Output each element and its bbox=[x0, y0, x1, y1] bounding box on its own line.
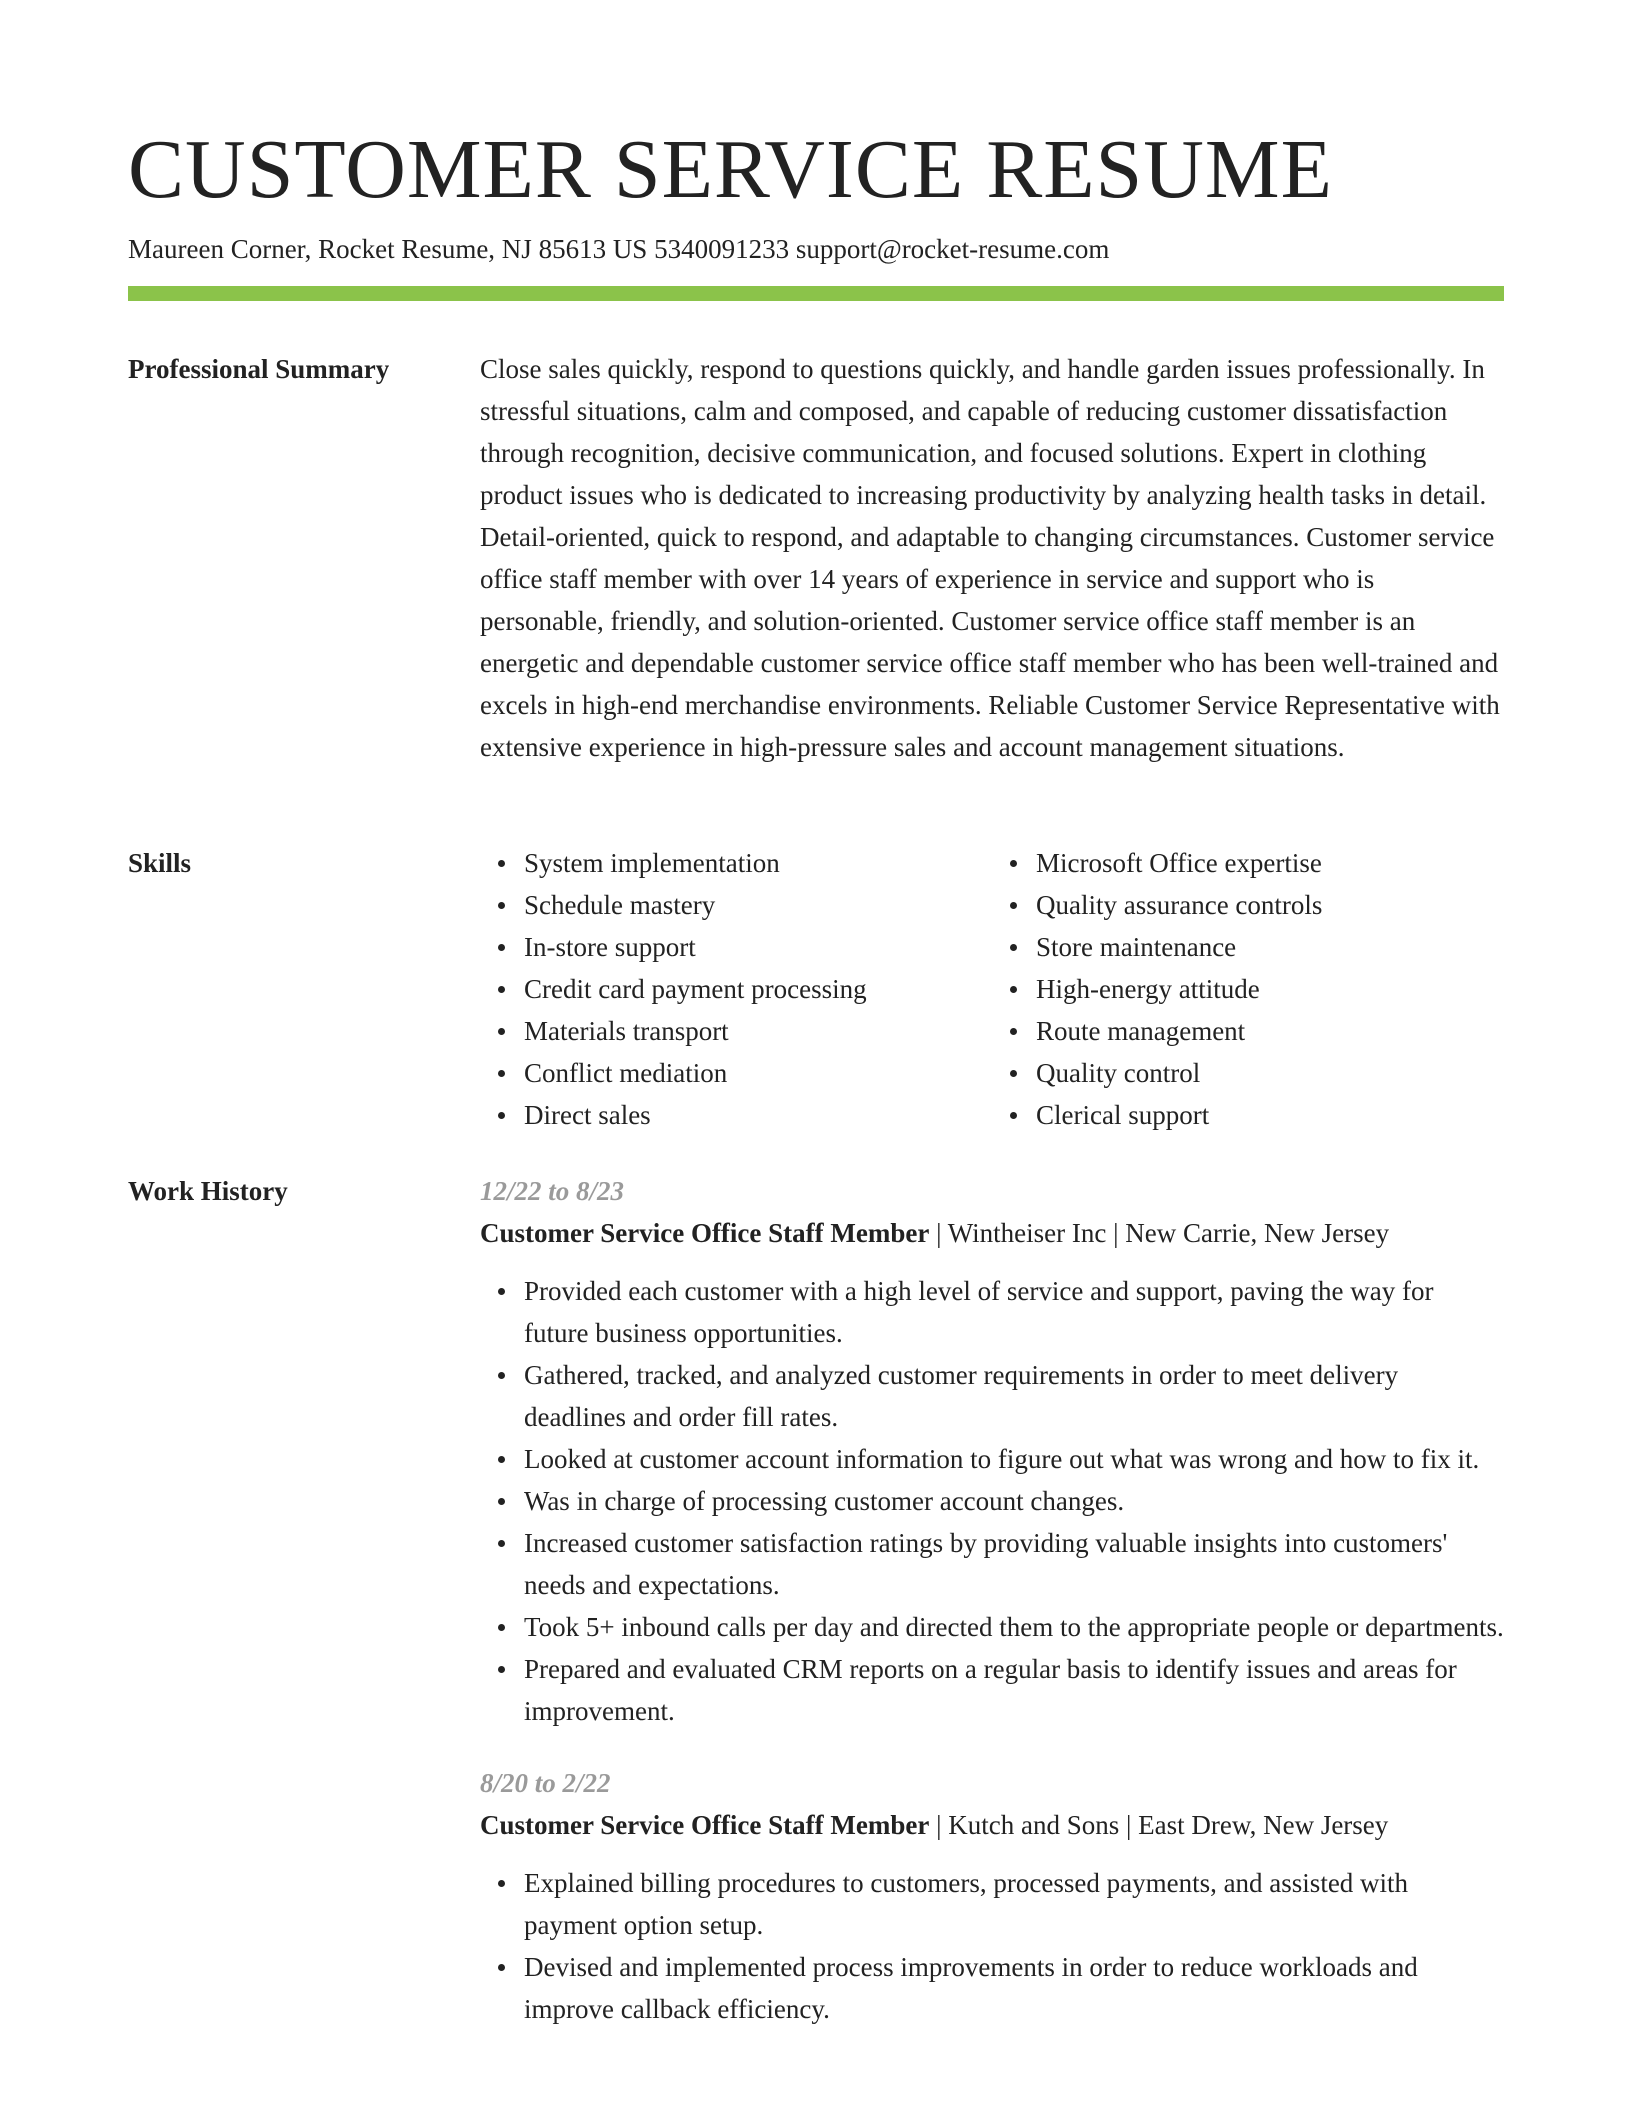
work-history-heading: Work History bbox=[128, 1176, 288, 1206]
job-employer-location: | Kutch and Sons | East Drew, New Jersey bbox=[929, 1810, 1389, 1840]
skills-columns bbox=[480, 842, 1504, 1136]
skills-list-left bbox=[480, 842, 992, 1136]
job-duty: Was in charge of processing customer account changes. bbox=[524, 1480, 1504, 1522]
skills-heading: Skills bbox=[128, 848, 192, 878]
skill-item: Route management bbox=[1036, 1010, 1504, 1052]
job-dates: 8/20 to 2/22 bbox=[480, 1768, 611, 1798]
job-dates: 12/22 to 8/23 bbox=[480, 1176, 625, 1206]
skill-item: Schedule mastery bbox=[524, 884, 992, 926]
job-heading bbox=[480, 1212, 1504, 1254]
skill-item: System implementation bbox=[524, 842, 992, 884]
job-heading bbox=[480, 1804, 1504, 1846]
skill-item: Store maintenance bbox=[1036, 926, 1504, 968]
job-entry bbox=[480, 1762, 1504, 2030]
job-employer-location: | Wintheiser Inc | New Carrie, New Jersey bbox=[929, 1218, 1390, 1248]
contact-line: Maureen Corner, Rocket Resume, NJ 85613 US 5340091233 support@rocket-resume.com bbox=[128, 234, 1110, 264]
skill-item: High-energy attitude bbox=[1036, 968, 1504, 1010]
skill-item: Credit card payment processing bbox=[524, 968, 992, 1010]
job-duties-list bbox=[480, 1862, 1504, 2030]
job-duty: Looked at customer account information to figure out what was wrong and how to fix it. bbox=[524, 1438, 1504, 1480]
summary-text: Close sales quickly, respond to questions quickly, and handle garden issues professionally. In stressful situations, calm and composed, and capable of reducing customer dissatisfaction through recognition, decisive communication, and focused solutions. Expert in clothing product issues who is dedicated to increasing productivity by analyzing health tasks in detail. Detail-oriented, quick to respond, and adaptable to changing circumstances. Customer service office staff member with over 14 years of experience in service and support who is personable, friendly, and solution-oriented. Customer service office staff member is an energetic and dependable customer service office staff member who has been well-trained and excels in high-end merchandise environments. Reliable Customer Service Representative with extensive experience in high-pressure sales and account management situations. bbox=[480, 354, 1500, 762]
resume-title: CUSTOMER SERVICE RESUME bbox=[128, 123, 1333, 216]
summary-heading: Professional Summary bbox=[128, 354, 390, 384]
header-divider bbox=[128, 286, 1504, 301]
work-history-body bbox=[480, 1170, 1504, 2030]
job-duty: Prepared and evaluated CRM reports on a regular basis to identify issues and areas for improvement. bbox=[524, 1648, 1504, 1732]
skill-item: Direct sales bbox=[524, 1094, 992, 1136]
skill-item: Conflict mediation bbox=[524, 1052, 992, 1094]
skill-item: In-store support bbox=[524, 926, 992, 968]
job-entry bbox=[480, 1170, 1504, 1732]
job-duty: Gathered, tracked, and analyzed customer requirements in order to meet delivery deadlines and order fill rates. bbox=[524, 1354, 1504, 1438]
job-duty: Devised and implemented process improvements in order to reduce workloads and improve callback efficiency. bbox=[524, 1946, 1504, 2030]
skill-item: Quality assurance controls bbox=[1036, 884, 1504, 926]
job-title: Customer Service Office Staff Member bbox=[480, 1218, 930, 1248]
summary-body bbox=[480, 348, 1504, 768]
skill-item: Clerical support bbox=[1036, 1094, 1504, 1136]
skills-body bbox=[480, 842, 1504, 1136]
skill-item: Quality control bbox=[1036, 1052, 1504, 1094]
skill-item: Materials transport bbox=[524, 1010, 992, 1052]
skills-list-right bbox=[992, 842, 1504, 1136]
job-duty: Increased customer satisfaction ratings by providing valuable insights into customers' needs and expectations. bbox=[524, 1522, 1504, 1606]
job-duty: Took 5+ inbound calls per day and directed them to the appropriate people or departments. bbox=[524, 1606, 1504, 1648]
job-duty: Provided each customer with a high level of service and support, paving the way for future business opportunities. bbox=[524, 1270, 1504, 1354]
job-title: Customer Service Office Staff Member bbox=[480, 1810, 930, 1840]
skill-item: Microsoft Office expertise bbox=[1036, 842, 1504, 884]
job-duties-list bbox=[480, 1270, 1504, 1732]
job-duty: Explained billing procedures to customers, processed payments, and assisted with payment option setup. bbox=[524, 1862, 1504, 1946]
